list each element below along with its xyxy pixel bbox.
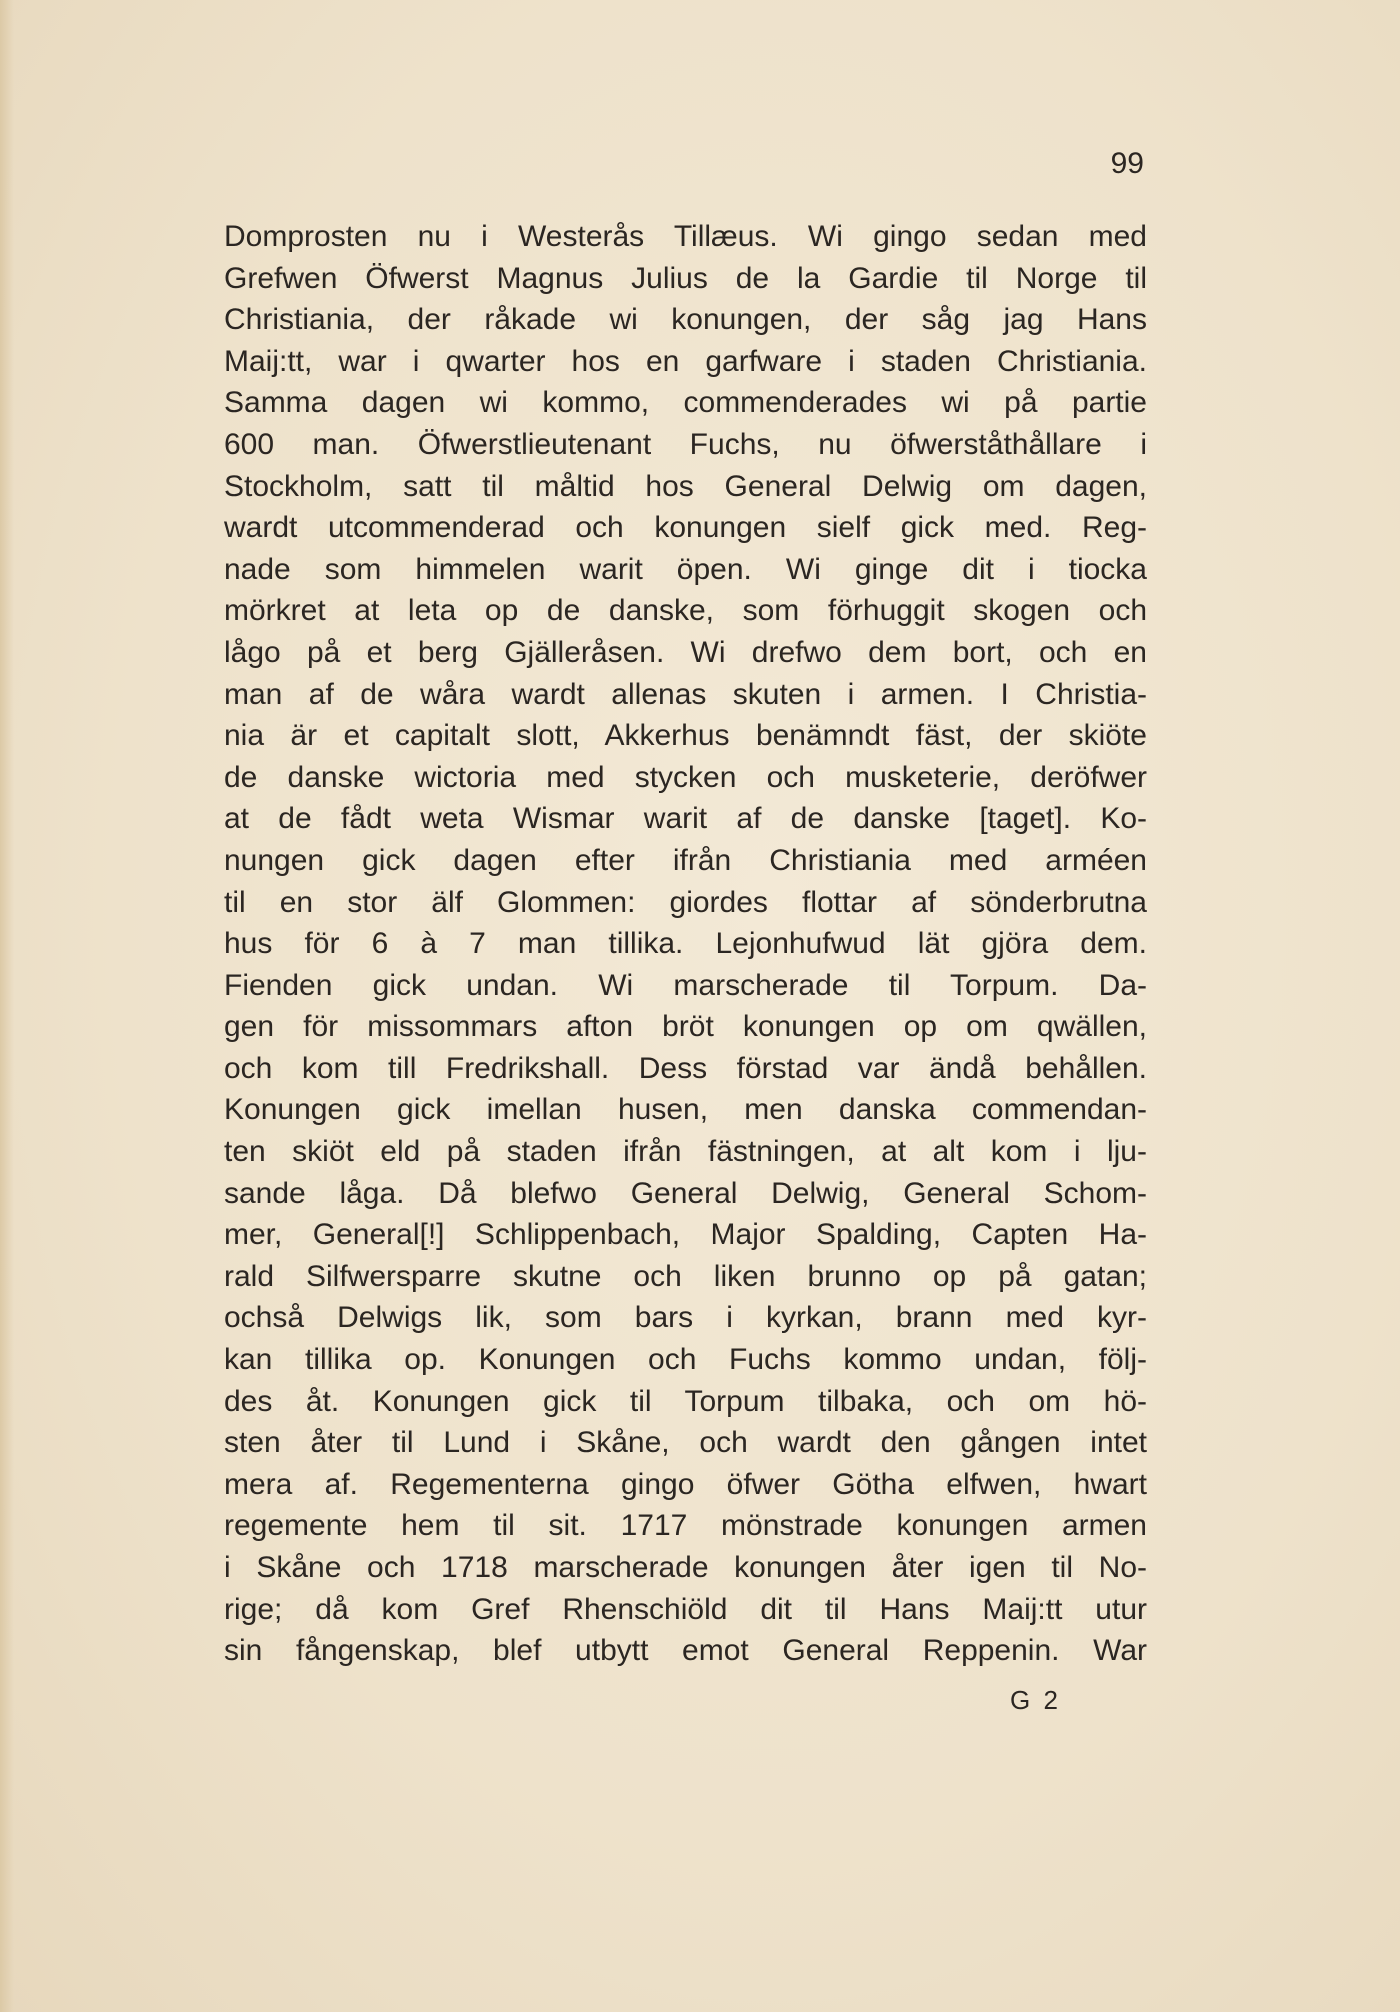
text-line: Konungen gick imellan husen, men danska commendan- (224, 1093, 1147, 1127)
signature-mark: G 2 (1010, 1685, 1061, 1715)
text-line: Grefwen Öfwerst Magnus Julius de la Gardie til Norge til (224, 261, 1147, 295)
text-line: Domprosten nu i Westerås Tillæus. Wi gingo sedan med (224, 220, 1147, 253)
text-line: sten åter til Lund i Skåne, och wardt den gången intet (224, 1426, 1147, 1460)
text-line: til en stor älf Glommen: giordes flottar af sönderbrutna (224, 885, 1147, 919)
text-line: regemente hem til sit. 1717 mönstrade konungen armen (224, 1509, 1147, 1543)
text-line: sin fångenskap, blef utbytt emot General Reppenin. War (224, 1634, 1147, 1668)
text-line: man af de wåra wardt allenas skuten i armen. I Christia- (224, 677, 1147, 711)
text-line: Samma dagen wi kommo, commenderades wi på partie (224, 386, 1147, 420)
text-line: wardt utcommenderad och konungen sielf gick med. Reg- (224, 511, 1147, 545)
text-line: mera af. Regementerna gingo öfwer Götha elfwen, hwart (224, 1467, 1147, 1501)
text-line: nungen gick dagen efter ifrån Christiania med arméen (224, 843, 1147, 877)
text-line: kan tillika op. Konungen och Fuchs kommo undan, följ- (224, 1343, 1147, 1377)
text-line: sande låga. Då blefwo General Delwig, General Schom- (224, 1176, 1147, 1210)
text-line: ten skiöt eld på staden ifrån fästningen, at alt kom i lju- (224, 1135, 1147, 1169)
text-line: hus för 6 à 7 man tillika. Lejonhufwud lät gjöra dem. (224, 927, 1147, 961)
text-line: nade som himmelen warit öpen. Wi ginge dit i tiocka (224, 552, 1147, 586)
text-line: de danske wictoria med stycken och musketerie, deröfwer (224, 760, 1147, 794)
text-line: och kom till Fredrikshall. Dess förstad var ändå behållen. (224, 1051, 1147, 1085)
text-line: lågo på et berg Gjälleråsen. Wi drefwo dem bort, och en (224, 635, 1147, 669)
text-line: Fienden gick undan. Wi marscherade til Torpum. Da- (224, 968, 1147, 1002)
text-line: Christiania, der råkade wi konungen, der såg jag Hans (224, 303, 1147, 337)
page-edge-shadow (0, 0, 14, 2012)
body-text (224, 216, 1147, 1672)
text-line: Maij:tt, war i qwarter hos en garfware i staden Christiania. (224, 344, 1147, 378)
text-line: at de fådt weta Wismar warit af de danske [taget]. Ko- (224, 802, 1147, 836)
text-line: gen för missommars afton bröt konungen op om qwällen, (224, 1010, 1147, 1044)
text-line: Stockholm, satt til måltid hos General Delwig om dagen, (224, 469, 1147, 503)
text-line: i Skåne och 1718 marscherade konungen åter igen til No- (224, 1551, 1147, 1584)
text-line: mörkret at leta op de danske, som förhuggit skogen och (224, 594, 1147, 628)
page-number: 99 (1110, 147, 1144, 180)
text-line: rald Silfwersparre skutne och liken brunno op på gatan; (224, 1259, 1147, 1293)
text-line: ochså Delwigs lik, som bars i kyrkan, brann med kyr- (224, 1301, 1147, 1335)
text-line: nia är et capitalt slott, Akkerhus benämndt fäst, der skiöte (224, 719, 1147, 753)
text-line: rige; då kom Gref Rhenschiöld dit til Hans Maij:tt utur (224, 1592, 1147, 1626)
text-line: 600 man. Öfwerstlieutenant Fuchs, nu öfwerståthållare i (224, 427, 1147, 461)
text-line: des åt. Konungen gick til Torpum tilbaka, och om hö- (224, 1384, 1147, 1418)
text-line: mer, General[!] Schlippenbach, Major Spalding, Capten Ha- (224, 1218, 1147, 1252)
